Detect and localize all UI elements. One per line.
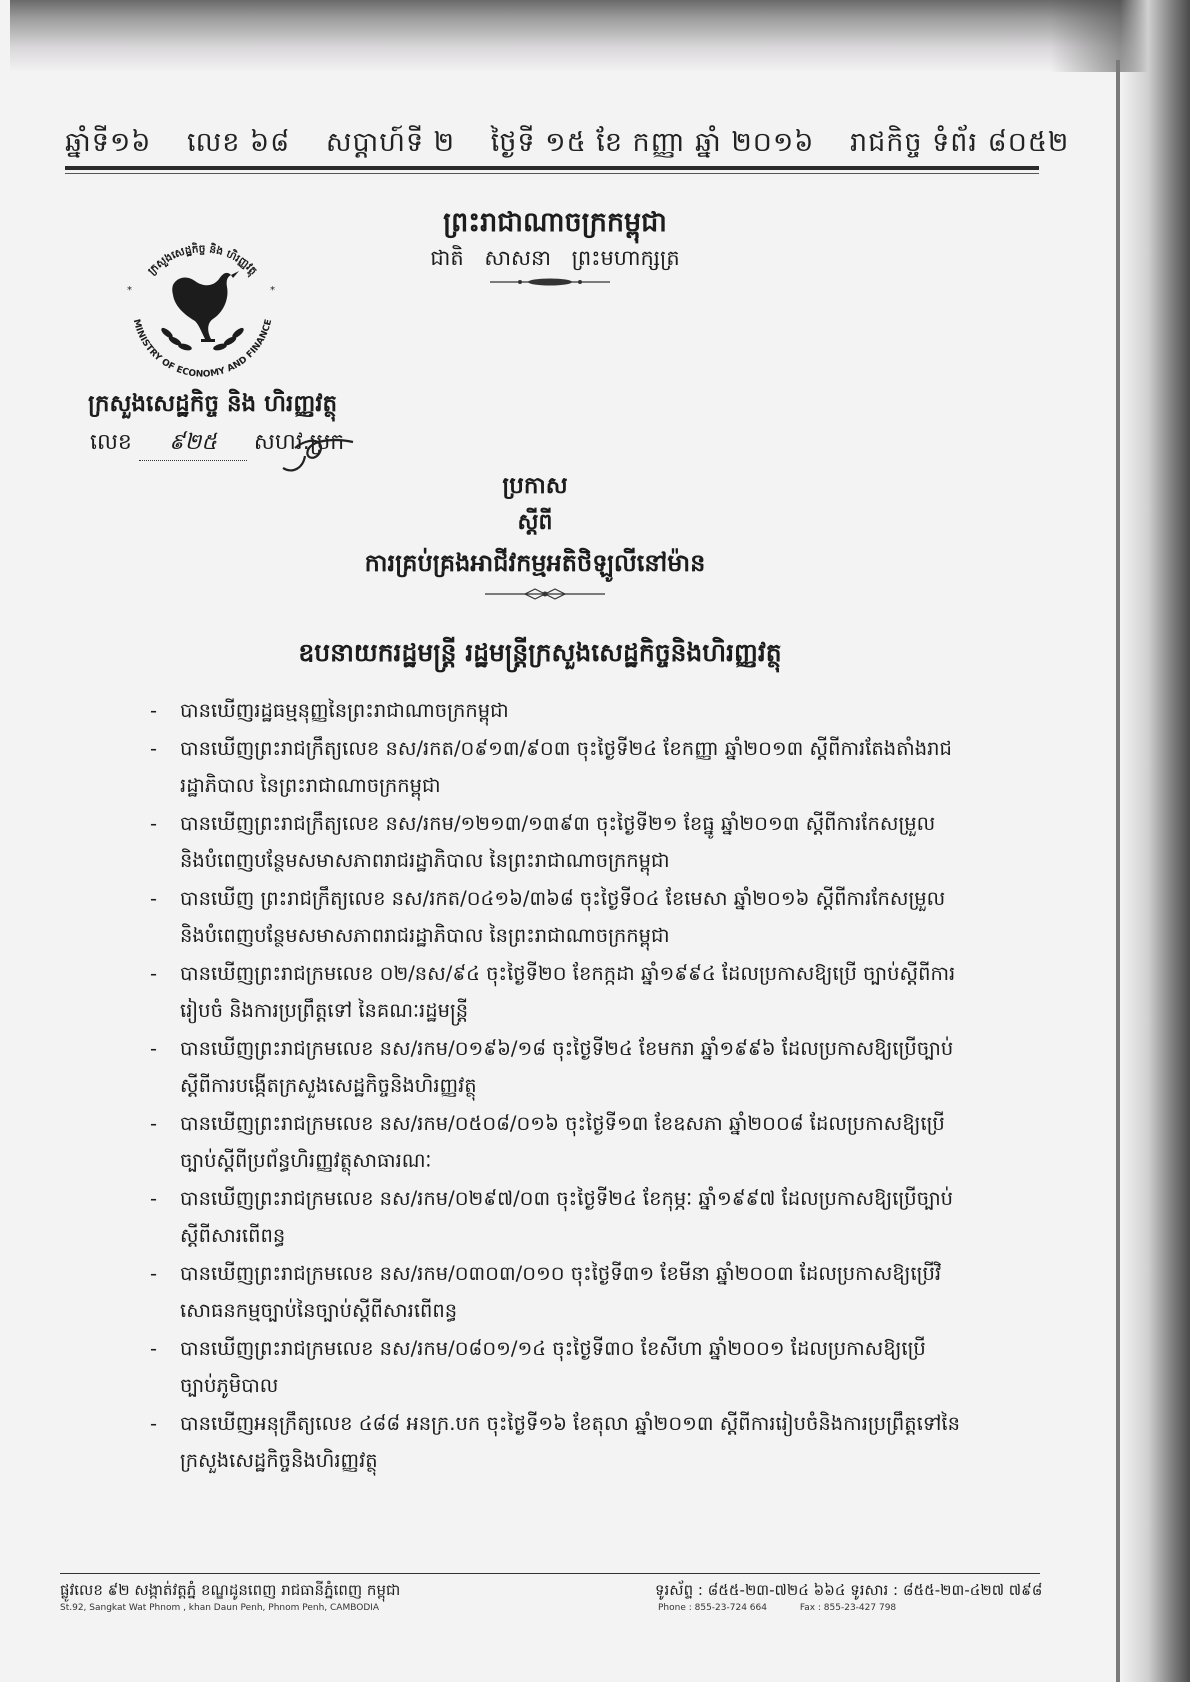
gazette-week: សប្តាហ៍ទី ២ xyxy=(325,127,456,158)
ornament-divider xyxy=(485,587,605,601)
kingdom-name: ព្រះរាជាណាចក្រកម្ពុជា xyxy=(443,207,667,238)
footer-rule xyxy=(60,1573,1040,1574)
list-item: - បានឃើញព្រះរាជក្រឹត្យលេខ នស/រកម/១២១៣/១៣៩៣ ចុះថ្ងៃទី២១ ខែធ្នូ ឆ្នាំ២០១៣ ស្តីពីការកែសម្រួល និងបំពេញបន្ថែមសមាសភាពរាជរដ្ឋាភិបាល នៃព្រះរាជាណាចក្រកម្ពុជា xyxy=(150,805,960,879)
ref-suffix: សហវ.ប្រក xyxy=(253,430,345,455)
doc-type-title: ប្រកាស xyxy=(502,473,568,499)
issuing-authority: ឧបនាយករដ្ឋមន្ត្រី រដ្ឋមន្ត្រីក្រសួងសេដ្ឋកិច្ចនិងហិរញ្ញវត្ថុ xyxy=(298,638,782,667)
handwritten-signature-icon xyxy=(175,418,375,478)
footer-contact-khmer: ទូរស័ព្ទ : ៨៥៥-២៣-៧២៤ ៦៦៤ ទូរសារ : ៨៥៥-២៣-៤២៧ ៧៩៨ xyxy=(655,1581,1043,1599)
header-rule-thick xyxy=(65,166,1039,170)
ref-number-handwritten: ៩២៥ xyxy=(139,428,247,461)
list-item: - បានឃើញព្រះរាជក្រមលេខ នស/រកម/០៨០១/១៤ ចុះថ្ងៃទី៣០ ខែសីហា ឆ្នាំ២០០១ ដែលប្រកាសឱ្យប្រើច្បាប់ភូមិបាល xyxy=(150,1330,960,1404)
legal-references-list xyxy=(150,692,960,1480)
svg-text:*: * xyxy=(127,285,132,296)
doc-subject: ការគ្រប់គ្រងអាជីវកម្មអតិថិឡូលីនៅម៉ាន xyxy=(364,549,706,577)
scan-edge-line xyxy=(1116,60,1120,1682)
list-item: - បានឃើញព្រះរាជក្រមលេខ នស/រកម/០៣០៣/០១០ ចុះថ្ងៃទី៣១ ខែមីនា ឆ្នាំ២០០៣ ដែលប្រកាសឱ្យប្រើវិសោធនកម្មច្បាប់នៃច្បាប់ស្តីពីសារពើពន្ធ xyxy=(150,1255,960,1329)
gazette-date: ថ្ងៃទី ១៥ ខែ កញ្ញា ឆ្នាំ ២០១៦ xyxy=(490,127,815,158)
doc-about: ស្តីពី xyxy=(517,510,553,535)
list-item: - បានឃើញព្រះរាជក្រមលេខ នស/រកម/០២៩៧/០៣ ចុះថ្ងៃទី២៤ ខែកុម្ភៈ ឆ្នាំ១៩៩៧ ដែលប្រកាសឱ្យប្រើច្បាប់ស្តីពីសារពើពន្ធ xyxy=(150,1180,960,1254)
footer-contact-english xyxy=(658,1603,926,1613)
svg-text:*: * xyxy=(270,285,275,296)
list-item: - បានឃើញព្រះរាជក្រមលេខ នស/រកម/០១៩៦/១៨ ចុះថ្ងៃទី២៤ ខែមករា ឆ្នាំ១៩៩៦ ដែលប្រកាសឱ្យប្រើច្បាប់ស្តីពីការបង្កើតក្រសួងសេដ្ឋកិច្ចនិងហិរញ្ញវត្ថុ xyxy=(150,1030,960,1104)
list-item: - បានឃើញព្រះរាជក្រមលេខ នស/រកម/០៥០៨/០១៦ ចុះថ្ងៃទី១៣ ខែឧសភា ឆ្នាំ២០០៨ ដែលប្រកាសឱ្យប្រើច្បាប់ស្តីពីប្រព័ន្ធហិរញ្ញវត្ថុសាធារណៈ xyxy=(150,1105,960,1179)
seal-english-lettering: MINISTRY OF ECONOMY AND FINANCE xyxy=(130,318,275,380)
gazette-page: រាជកិច្ច ទំព័រ ៨០៥២ xyxy=(850,127,1070,158)
list-item: - បានឃើញព្រះរាជក្រមលេខ ០២/នស/៩៤ ចុះថ្ងៃទី២០ ខែកក្កដា ឆ្នាំ១៩៩៤ ដែលប្រកាសឱ្យប្រើ ច្បាប់ស្តីពីការរៀបចំ និងការប្រព្រឹត្តទៅ នៃគណៈរដ្ឋមន្ត្រី xyxy=(150,955,960,1029)
seal-khmer-lettering: ក្រសួងសេដ្ឋកិច្ច និង ហិរញ្ញវត្ថុ xyxy=(145,243,260,278)
gazette-number: លេខ ៦៨ xyxy=(187,127,291,158)
footer-address-khmer: ផ្លូវលេខ ៩២ សង្កាត់វត្តភ្នំ ខណ្ឌដូនពេញ រាជធានីភ្នំពេញ កម្ពុជា xyxy=(60,1581,401,1599)
svg-text:ក្រសួងសេដ្ឋកិច្ច និង ហិរញ្ញវត្ xyxy=(146,241,260,279)
footer-fax: Fax : 855-23-427 798 xyxy=(799,1603,897,1613)
list-item: - បានឃើញព្រះរាជក្រឹត្យលេខ នស/រកត/០៩១៣/៩០៣ ចុះថ្ងៃទី២៤ ខែកញ្ញា ឆ្នាំ២០១៣ ស្តីពីការតែងតាំងរាជរដ្ឋាភិបាល នៃព្រះរាជាណាចក្រកម្ពុជា xyxy=(150,730,960,804)
list-item: - បានឃើញអនុក្រឹត្យលេខ ៤៨៨ អនក្រ.បក ចុះថ្ងៃទី១៦ ខែតុលា ឆ្នាំ២០១៣ ស្តីពីការរៀបចំនិងការប្រព្រឹត្តទៅនៃក្រសួងសេដ្ឋកិច្ចនិងហិរញ្ញវត្ថុ xyxy=(150,1405,960,1479)
kingdom-motto: ជាតិ សាសនា ព្រះមហាក្សត្រ xyxy=(430,246,680,270)
list-item: - បានឃើញ ព្រះរាជក្រឹត្យលេខ នស/រកត/០៤១៦/៣៦៨ ចុះថ្ងៃទី០៤ ខែមេសា ឆ្នាំ២០១៦ ស្តីពីការកែសម្រួលនិងបំពេញបន្ថែមសមាសភាពរាជរដ្ឋាភិបាល នៃព្រះរាជាណាចក្រកម្ពុជា xyxy=(150,880,960,954)
ministry-name: ក្រសួងសេដ្ឋកិច្ច និង ហិរញ្ញវត្ថុ xyxy=(88,391,338,417)
gazette-header xyxy=(65,126,1070,165)
ref-prefix: លេខ xyxy=(90,430,132,455)
scan-shadow-right xyxy=(1120,0,1190,1682)
ministry-seal-icon xyxy=(115,215,290,390)
gazette-year: ឆ្នាំទី១៦ xyxy=(65,127,152,158)
footer-phone: Phone : 855-23-724 664 xyxy=(658,1603,767,1613)
ornament-divider xyxy=(490,276,610,288)
footer-address-english: St.92, Sangkat Wat Phnom , khan Daun Penh, Phnom Penh, CAMBODIA xyxy=(60,1603,380,1613)
list-item: - បានឃើញរដ្ឋធម្មនុញ្ញនៃព្រះរាជាណាចក្រកម្ពុជា xyxy=(150,692,960,729)
header-rule-thin xyxy=(65,173,1039,174)
scan-shadow-top xyxy=(10,0,1190,72)
